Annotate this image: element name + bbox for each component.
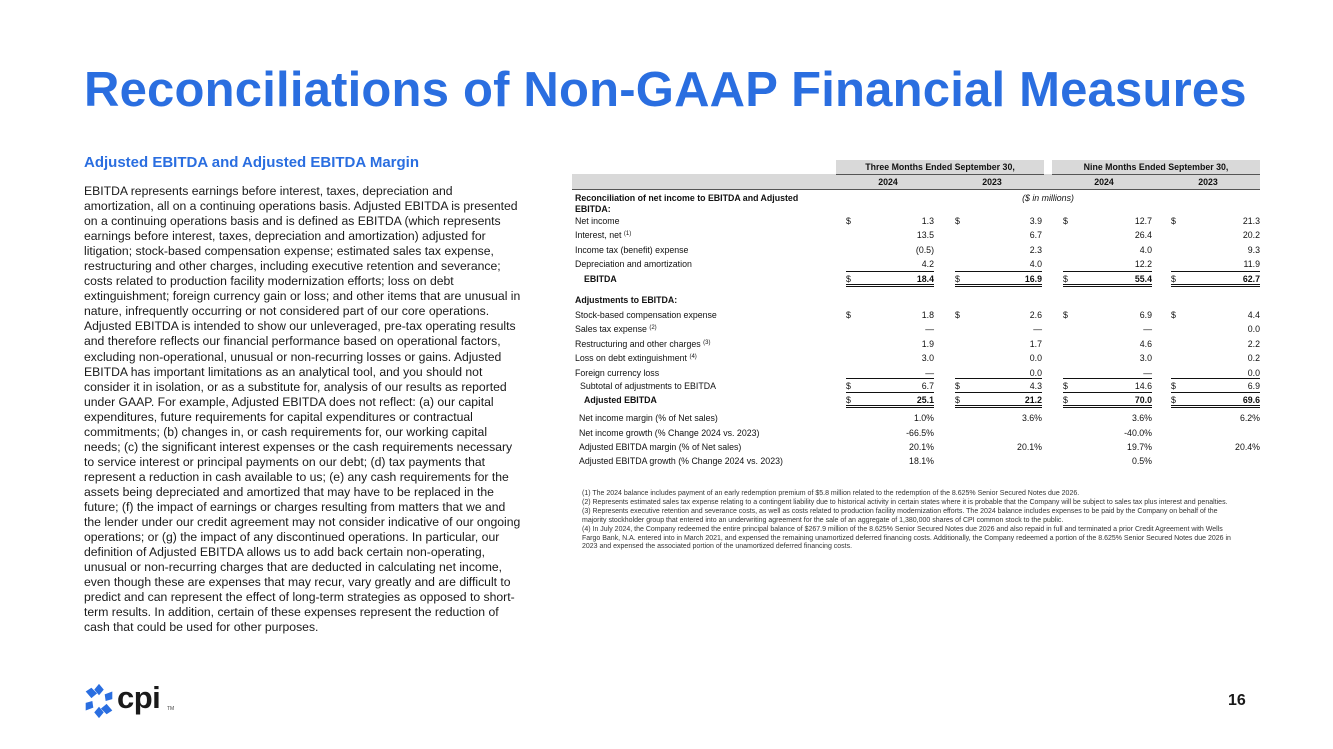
row-label-text-r_tax: Income tax (benefit) expense: [575, 244, 689, 255]
row-label-r_adj_margin: [579, 442, 741, 452]
section-title: [575, 193, 835, 215]
row-label-text-r_net_income: Net income: [575, 216, 620, 226]
cell-r_sales_tax-4: 0.0: [1247, 324, 1260, 335]
row-label-r_interest: [575, 230, 631, 240]
cpi-logo-wordmark: cpi: [117, 680, 161, 715]
row-r_sales_tax: [572, 322, 1260, 336]
cell-r_sales_tax-2: —: [1033, 324, 1042, 335]
ebitda-description: EBITDA represents earnings before interest, taxes, depreciation and amortization, all on a continuing operations basis. Adjusted EBITDA is presented on a continuing operations basis and is defined as EBITDA (which represents earnings before interest, taxes, depreciation and amortization) adjusted for litigation; stock-based compensation expense; estimated sales tax expense, restructuring and other charges, including executive retention and severance; costs related to production facility modernization efforts; loss on debt extinguishment; foreign currency gain or loss; and other items that are unusual in nature, infrequently occurring or not considered part of our core operations. Adjusted EBITDA is intended to show our unleveraged, pre-tax operating results and therefore reflects our financial performance based on operational factors, excluding non-operational, unusual or non-recurring losses or gains. Adjusted EBITDA has important limitations as an analytical tool, and you should not consider it in isolation, or as a substitute for, analysis of our results as reported under GAAP. For example, Adjusted EBITDA does not reflect: (a) our capital expenditures, future requirements for capital expenditures or contractual commitments; (b) changes in, or cash requirements for, our working capital needs; (c) the significant interest expenses or the cash requirements necessary to service interest or principal payments on our debt; (d) tax payments that represent a reduction in cash available to us; (e) any cash requirements for the assets being depreciated and amortized that may have to be replaced in the future; (f) the impact of earnings or charges resulting from matters that we and the lender under our credit agreement may not consider indicative of our ongoing operations; or (g) the impact of any discontinued operations. In particular, our definition of Adjusted EBITDA allows us to add back certain non-operating, unusual or non-recurring charges that are deducted in calculating net income, even though these are expenses that may recur, vary greatly and are difficult to predict and can represent the effect of long-term strategies as opposed to short-term results. In addition, certain of these expenses represent the reduction of cash that could be used for other purposes.: [84, 184, 521, 635]
cell-r_ni_margin-4: 6.2%: [1239, 413, 1260, 424]
footnote-3: (3) Represents executive retention and severance costs, as well as costs related to production facility modernization efforts. The 2024 balance includes expenses to be paid by the Company on behalf of the majority stockholder group that entered into an underwriting agreement for the sale of an aggregate of 1,380,000 shares of CPI common stock to the public.: [582, 507, 1218, 524]
cell-r_tax-3: 4.0: [1139, 244, 1152, 255]
row-label-r_restructuring: [575, 339, 710, 349]
dollar-sign-r_ebitda-4: $: [1171, 273, 1176, 284]
section2-title: Adjustments to EBITDA:: [575, 294, 678, 305]
header-three-months-label: Three Months Ended September 30,: [865, 162, 1015, 172]
cell-r_restructuring-1: 1.9: [921, 338, 934, 349]
row-label-text-r_sales_tax: Sales tax expense: [575, 324, 647, 335]
dollar-sign-r_sbc-3: $: [1063, 309, 1068, 320]
dollar-sign-r_ebitda-3: $: [1063, 273, 1068, 284]
cell-r_restructuring-3: 4.6: [1139, 338, 1152, 349]
cell-r_adj_ebitda-2: 21.2: [1024, 394, 1042, 405]
double-rule-a-r_adj_ebitda-2: [955, 405, 1042, 406]
cell-r_adj_ebitda-1: 25.1: [916, 394, 934, 405]
cell-r_loss_debt-1: 3.0: [921, 353, 934, 364]
cell-r_subtotal-3: 14.6: [1134, 380, 1152, 391]
header-rule-2: [1052, 174, 1260, 175]
cell-r_sales_tax-3: —: [1143, 324, 1152, 335]
section-title-row: [572, 190, 1260, 214]
cell-r_ni_margin-1: 1.0%: [913, 413, 934, 424]
cell-r_tax-4: 9.3: [1247, 244, 1260, 255]
dollar-sign-r_subtotal-4: $: [1171, 380, 1176, 391]
cell-r_ebitda-3: 55.4: [1134, 273, 1152, 284]
row-r_dep: [572, 257, 1260, 271]
double-rule-a-r_adj_ebitda-1: [846, 405, 934, 406]
cell-r_net_income-4: 21.3: [1242, 216, 1260, 226]
row-label-r_ni_growth: [579, 428, 759, 438]
cell-r_dep-3: 12.2: [1134, 259, 1152, 270]
section-title-line2: EBITDA:: [575, 204, 611, 214]
cell-r_fx-2: 0.0: [1029, 367, 1042, 378]
double-rule-a-r_ebitda-1: [846, 284, 934, 285]
row-r_adj_margin: [572, 440, 1260, 454]
header-rule-1: [836, 174, 1044, 175]
cpi-logo-icon: [80, 682, 118, 720]
double-rule-a-r_ebitda-2: [955, 284, 1042, 285]
row-label-text-r_restructuring: Restructuring and other charges: [575, 338, 701, 349]
cell-r_loss_debt-4: 0.2: [1247, 353, 1260, 364]
footnote-4: (4) In July 2024, the Company redeemed the entire principal balance of $267.9 million of the 8.625% Senior Secured Notes due 2026 and also repaid in full and terminated a prior Credit Agreement with Wells Fargo Bank, N.A. entered into in March 2021, and expensed the remaining unamortized deferred financing costs. Additionally, the Company redeemed a portion of the 8.625% Senior Secured Notes due 2026 in 2023 and expensed the associated portion of the unamortized deferred financing costs.: [582, 525, 1231, 551]
dollar-sign-r_subtotal-3: $: [1063, 380, 1068, 391]
header-three-months: [836, 160, 1044, 174]
cell-r_interest-1: 13.5: [916, 230, 934, 241]
row-label-text-r_ni_growth: Net income growth (% Change 2024 vs. 2023): [579, 427, 760, 438]
cell-r_sales_tax-1: —: [925, 324, 934, 335]
row-label-text-r_adj_margin: Adjusted EBITDA margin (% of Net sales): [579, 442, 742, 453]
cell-r_net_income-3: 12.7: [1134, 216, 1152, 226]
cell-r_net_income-1: 1.3: [921, 216, 934, 226]
header-group-row: [572, 160, 1260, 174]
dollar-sign-r_ebitda-1: $: [846, 273, 851, 284]
header-nine-months: [1052, 160, 1260, 174]
dollar-sign-r_sbc-1: $: [846, 309, 851, 320]
row-label-r_dep: [575, 259, 692, 269]
units-label: ($ in millions): [1022, 193, 1074, 203]
row-r_fx: [572, 366, 1260, 379]
row-label-r_sales_tax: [575, 324, 657, 334]
row-label-text-r_sbc: Stock-based compensation expense: [575, 309, 717, 320]
cell-r_interest-2: 6.7: [1029, 230, 1042, 241]
row-r_tax: [572, 243, 1260, 257]
header-year-row: [572, 174, 1260, 190]
page-title: Reconciliations of Non-GAAP Financial Measures: [84, 63, 1247, 117]
cell-r_dep-4: 11.9: [1243, 259, 1260, 270]
row-label-r_ebitda: [584, 274, 617, 284]
cell-r_adj_margin-1: 20.1%: [909, 442, 934, 453]
year-3: 2024: [1094, 177, 1114, 187]
cell-r_sbc-2: 2.6: [1029, 309, 1042, 320]
row-label-text-r_ni_margin: Net income margin (% of Net sales): [579, 413, 718, 424]
row-label-text-r_loss_debt: Loss on debt extinguishment: [575, 353, 687, 364]
footnote-ref-r_sales_tax: (2): [649, 325, 657, 332]
trademark-mark: TM: [167, 706, 175, 712]
row-label-r_adj_growth: [579, 456, 783, 466]
row-r_restructuring: [572, 337, 1260, 351]
row-r_adj_growth: [572, 454, 1260, 468]
double-rule-a-r_ebitda-3: [1063, 284, 1152, 285]
row-label-r_ni_margin: [579, 413, 718, 423]
row-label-text-r_ebitda: EBITDA: [584, 273, 617, 284]
footnotes: [582, 490, 1232, 552]
reconciliation-table: [572, 160, 1260, 469]
dollar-sign-r_adj_ebitda-1: $: [846, 394, 851, 405]
header-nine-months-label: Nine Months Ended September 30,: [1083, 162, 1229, 172]
row-r_adj_ebitda: [572, 393, 1260, 407]
row-label-text-r_adj_ebitda: Adjusted EBITDA: [584, 394, 657, 405]
cell-r_subtotal-4: 6.9: [1247, 380, 1260, 391]
page-number: 16: [1228, 692, 1246, 709]
row-label-text-r_dep: Depreciation and amortization: [575, 259, 692, 270]
cell-r_sbc-1: 1.8: [921, 309, 934, 320]
row-r_ebitda: [572, 272, 1260, 286]
cell-r_restructuring-4: 2.2: [1247, 338, 1260, 349]
cell-r_ebitda-2: 16.9: [1024, 273, 1042, 284]
cell-r_adj_ebitda-4: 69.6: [1242, 394, 1260, 405]
dollar-sign-r_subtotal-2: $: [955, 380, 960, 391]
cell-r_tax-1: (0.5): [915, 244, 934, 255]
dollar-sign-r_subtotal-1: $: [846, 380, 851, 391]
cell-r_ni_margin-2: 3.6%: [1021, 413, 1042, 424]
row-r_ni_margin: [572, 411, 1260, 425]
dollar-sign-r_net_income-3: $: [1063, 216, 1068, 226]
cell-r_ebitda-4: 62.7: [1242, 273, 1260, 284]
section-subtitle: Adjusted EBITDA and Adjusted EBITDA Margin: [84, 154, 420, 171]
cell-r_adj_margin-4: 20.4%: [1235, 442, 1260, 453]
cell-r_sbc-3: 6.9: [1139, 309, 1152, 320]
footnote-ref-r_restructuring: (3): [703, 339, 711, 346]
cell-r_interest-4: 20.2: [1242, 230, 1260, 241]
year-2: 2023: [982, 177, 1002, 187]
cell-r_sbc-4: 4.4: [1247, 309, 1260, 320]
double-rule-a-r_adj_ebitda-3: [1063, 405, 1152, 406]
cell-r_fx-3: —: [1143, 367, 1152, 378]
dollar-sign-r_adj_ebitda-3: $: [1063, 394, 1068, 405]
row-r_interest: [572, 228, 1260, 242]
cell-r_subtotal-1: 6.7: [921, 380, 934, 391]
row-label-r_net_income: [575, 216, 620, 226]
row-r_sbc: [572, 308, 1260, 322]
row-label-r_adj_ebitda: [584, 395, 657, 405]
cell-r_ebitda-1: 18.4: [916, 273, 934, 284]
row-r_loss_debt: [572, 351, 1260, 365]
row-label-r_loss_debt: [575, 353, 697, 363]
footnote-ref-r_loss_debt: (4): [689, 354, 697, 361]
cell-r_interest-3: 26.4: [1134, 230, 1152, 241]
cell-r_fx-4: 0.0: [1247, 367, 1260, 378]
cell-r_fx-1: —: [925, 367, 934, 378]
row-label-text-r_interest: Interest, net: [575, 230, 622, 241]
row-label-r_fx: [575, 368, 659, 378]
row-label-text-r_adj_growth: Adjusted EBITDA growth (% Change 2024 vs. 2023): [579, 456, 783, 467]
row-r_subtotal: [572, 379, 1260, 393]
cell-r_ni_margin-3: 3.6%: [1131, 413, 1152, 424]
cell-r_dep-2: 4.0: [1029, 259, 1042, 270]
cell-r_adj_margin-2: 20.1%: [1017, 442, 1042, 453]
footnote-2: (2) Represents estimated sales tax expense relating to a contingent liability due to historical activity in certain states where it is probable that the Company will be subject to sales tax plus interest and penalties.: [582, 498, 1228, 506]
cell-r_dep-1: 4.2: [921, 259, 934, 270]
footnote-1: (1) The 2024 balance includes payment of an early redemption premium of $5.8 million related to the redemption of the 8.625% Senior Secured Notes due 2026.: [582, 490, 1080, 497]
cell-r_net_income-2: 3.9: [1029, 216, 1042, 226]
row-r_net_income: [572, 214, 1260, 228]
cell-r_loss_debt-3: 3.0: [1139, 353, 1152, 364]
cell-r_adj_margin-3: 19.7%: [1127, 442, 1152, 453]
row-label-r_sbc: [575, 310, 717, 320]
year-1: 2024: [878, 177, 898, 187]
dollar-sign-r_net_income-4: $: [1171, 216, 1176, 226]
footnote-ref-r_interest: (1): [623, 231, 632, 238]
double-rule-a-r_ebitda-4: [1171, 284, 1260, 285]
dollar-sign-r_net_income-1: $: [846, 216, 851, 226]
year-4: 2023: [1198, 177, 1218, 187]
row-label-text-r_fx: Foreign currency loss: [575, 367, 660, 378]
cell-r_adj_ebitda-3: 70.0: [1134, 394, 1152, 405]
row-label-r_subtotal: [580, 381, 716, 391]
row-label-r_tax: [575, 245, 688, 255]
cell-r_ni_growth-3: -40.0%: [1124, 427, 1152, 438]
row-label-text-r_subtotal: Subtotal of adjustments to EBITDA: [580, 380, 716, 391]
cell-r_restructuring-2: 1.7: [1029, 338, 1042, 349]
cell-r_ni_growth-1: -66.5%: [906, 427, 934, 438]
cell-r_adj_growth-3: 0.5%: [1131, 456, 1152, 467]
dollar-sign-r_sbc-2: $: [955, 309, 960, 320]
dollar-sign-r_net_income-2: $: [955, 216, 960, 226]
cell-r_adj_growth-1: 18.1%: [909, 456, 934, 467]
section-spacer: [572, 286, 1260, 308]
dollar-sign-r_adj_ebitda-4: $: [1171, 394, 1176, 405]
dollar-sign-r_adj_ebitda-2: $: [955, 394, 960, 405]
dollar-sign-r_sbc-4: $: [1171, 309, 1176, 320]
section-title-line1: Reconciliation of net income to EBITDA and Adjusted: [575, 193, 799, 203]
double-rule-a-r_adj_ebitda-4: [1171, 405, 1260, 406]
dollar-sign-r_ebitda-2: $: [955, 273, 960, 284]
cell-r_loss_debt-2: 0.0: [1029, 353, 1042, 364]
cell-r_tax-2: 2.3: [1029, 244, 1042, 255]
row-r_ni_growth: [572, 426, 1260, 440]
cell-r_subtotal-2: 4.3: [1029, 380, 1042, 391]
